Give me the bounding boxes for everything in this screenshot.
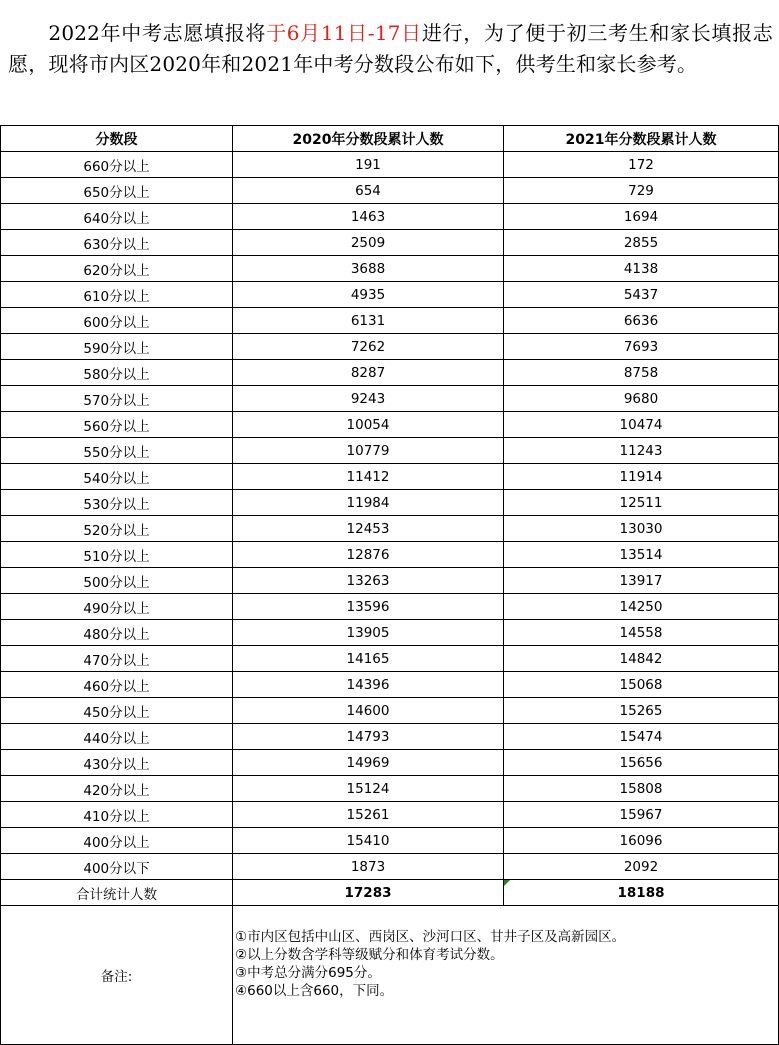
score-range-cell: 410分以上 <box>1 802 233 828</box>
count-2021-cell: 14250 <box>504 594 779 620</box>
table-row <box>1 542 779 568</box>
count-2020-cell: 15124 <box>233 776 504 802</box>
total-row <box>1 880 779 906</box>
score-range-cell: 660分以上 <box>1 152 233 178</box>
count-2021-cell: 729 <box>504 178 779 204</box>
score-range-cell: 530分以上 <box>1 490 233 516</box>
score-range-cell: 640分以上 <box>1 204 233 230</box>
count-2021-cell: 172 <box>504 152 779 178</box>
score-range-cell: 430分以上 <box>1 750 233 776</box>
intro-text-before: 2022年中考志愿填报将 <box>48 21 267 45</box>
count-2021-cell: 8758 <box>504 360 779 386</box>
count-2021-cell: 7693 <box>504 334 779 360</box>
score-distribution-table <box>0 125 779 1045</box>
count-2021-cell: 14842 <box>504 646 779 672</box>
total-2021-cell: 18188 <box>504 880 779 906</box>
count-2020-cell: 14165 <box>233 646 504 672</box>
header-2021-cumulative: 2021年分数段累计人数 <box>504 126 779 152</box>
count-2021-cell: 15265 <box>504 698 779 724</box>
table-row <box>1 724 779 750</box>
table-row <box>1 256 779 282</box>
count-2020-cell: 1463 <box>233 204 504 230</box>
table-row <box>1 386 779 412</box>
count-2020-cell: 11984 <box>233 490 504 516</box>
score-range-cell: 650分以上 <box>1 178 233 204</box>
note-item: ①市内区包括中山区、西岗区、沙河口区、甘井子区及高新园区。 <box>235 929 626 945</box>
score-range-cell: 400分以上 <box>1 828 233 854</box>
count-2021-cell: 10474 <box>504 412 779 438</box>
count-2020-cell: 15410 <box>233 828 504 854</box>
intro-paragraph <box>0 0 779 125</box>
table-row <box>1 568 779 594</box>
count-2021-cell: 15068 <box>504 672 779 698</box>
count-2020-cell: 13596 <box>233 594 504 620</box>
table-row <box>1 594 779 620</box>
table-row <box>1 646 779 672</box>
score-range-cell: 560分以上 <box>1 412 233 438</box>
count-2020-cell: 7262 <box>233 334 504 360</box>
count-2020-cell: 6131 <box>233 308 504 334</box>
count-2020-cell: 10779 <box>233 438 504 464</box>
count-2020-cell: 14600 <box>233 698 504 724</box>
table-row <box>1 698 779 724</box>
table-row <box>1 802 779 828</box>
note-item: ④660以上含660，下同。 <box>235 983 394 999</box>
table-row <box>1 750 779 776</box>
table-row <box>1 490 779 516</box>
count-2021-cell: 15474 <box>504 724 779 750</box>
count-2020-cell: 11412 <box>233 464 504 490</box>
count-2020-cell: 8287 <box>233 360 504 386</box>
notes-body <box>233 906 779 1045</box>
score-range-cell: 600分以上 <box>1 308 233 334</box>
score-range-cell: 540分以上 <box>1 464 233 490</box>
total-2020-cell: 17283 <box>233 880 504 906</box>
count-2020-cell: 15261 <box>233 802 504 828</box>
table-row <box>1 620 779 646</box>
score-range-cell: 400分以下 <box>1 854 233 880</box>
count-2020-cell: 2509 <box>233 230 504 256</box>
table-row <box>1 464 779 490</box>
count-2021-cell: 9680 <box>504 386 779 412</box>
count-2021-cell: 14558 <box>504 620 779 646</box>
count-2020-cell: 654 <box>233 178 504 204</box>
count-2020-cell: 13263 <box>233 568 504 594</box>
count-2020-cell: 10054 <box>233 412 504 438</box>
table-row <box>1 308 779 334</box>
table-row <box>1 230 779 256</box>
table-row <box>1 178 779 204</box>
count-2020-cell: 14969 <box>233 750 504 776</box>
table-row <box>1 776 779 802</box>
score-range-cell: 470分以上 <box>1 646 233 672</box>
count-2021-cell: 13514 <box>504 542 779 568</box>
table-row <box>1 438 779 464</box>
count-2021-cell: 12511 <box>504 490 779 516</box>
table-row <box>1 282 779 308</box>
score-range-cell: 500分以上 <box>1 568 233 594</box>
score-range-cell: 590分以上 <box>1 334 233 360</box>
count-2021-cell: 16096 <box>504 828 779 854</box>
score-range-cell: 490分以上 <box>1 594 233 620</box>
table-row <box>1 152 779 178</box>
table-row <box>1 360 779 386</box>
table-row <box>1 334 779 360</box>
count-2021-cell: 4138 <box>504 256 779 282</box>
table-row <box>1 672 779 698</box>
count-2020-cell: 4935 <box>233 282 504 308</box>
count-2021-cell: 2092 <box>504 854 779 880</box>
count-2021-cell: 11914 <box>504 464 779 490</box>
count-2021-cell: 6636 <box>504 308 779 334</box>
note-item: ②以上分数含学科等级赋分和体育考试分数。 <box>235 947 504 963</box>
score-range-cell: 570分以上 <box>1 386 233 412</box>
count-2021-cell: 5437 <box>504 282 779 308</box>
score-range-cell: 610分以上 <box>1 282 233 308</box>
score-range-cell: 420分以上 <box>1 776 233 802</box>
table-row <box>1 516 779 542</box>
table-row <box>1 412 779 438</box>
total-label-cell: 合计统计人数 <box>1 880 233 906</box>
score-range-cell: 450分以上 <box>1 698 233 724</box>
score-range-cell: 460分以上 <box>1 672 233 698</box>
count-2021-cell: 15967 <box>504 802 779 828</box>
count-2020-cell: 191 <box>233 152 504 178</box>
score-range-cell: 630分以上 <box>1 230 233 256</box>
intro-text-after: 进行，为了便于初三考生和家长填报志愿，现将市内区2020年和2021年中考分数段公布如下，供考生和家长参考。 <box>8 21 773 76</box>
notes-row <box>1 906 779 1045</box>
count-2021-cell: 13030 <box>504 516 779 542</box>
score-range-cell: 520分以上 <box>1 516 233 542</box>
count-2020-cell: 14793 <box>233 724 504 750</box>
table-row <box>1 828 779 854</box>
count-2021-cell: 13917 <box>504 568 779 594</box>
score-range-cell: 550分以上 <box>1 438 233 464</box>
count-2021-cell: 2855 <box>504 230 779 256</box>
table-header-row <box>1 126 779 152</box>
score-range-cell: 480分以上 <box>1 620 233 646</box>
count-2020-cell: 9243 <box>233 386 504 412</box>
count-2021-cell: 1694 <box>504 204 779 230</box>
count-2020-cell: 12453 <box>233 516 504 542</box>
notes-label: 备注: <box>1 906 233 1045</box>
count-2020-cell: 3688 <box>233 256 504 282</box>
score-range-cell: 510分以上 <box>1 542 233 568</box>
header-2020-cumulative: 2020年分数段累计人数 <box>233 126 504 152</box>
score-range-cell: 580分以上 <box>1 360 233 386</box>
count-2020-cell: 14396 <box>233 672 504 698</box>
table-row <box>1 854 779 880</box>
count-2021-cell: 15656 <box>504 750 779 776</box>
table-row <box>1 204 779 230</box>
count-2020-cell: 12876 <box>233 542 504 568</box>
intro-date-highlight: 于6月11日-17日 <box>266 21 422 45</box>
count-2020-cell: 13905 <box>233 620 504 646</box>
note-item: ③中考总分满分695分。 <box>235 965 381 981</box>
header-score-range: 分数段 <box>1 126 233 152</box>
count-2021-cell: 15808 <box>504 776 779 802</box>
score-range-cell: 620分以上 <box>1 256 233 282</box>
count-2020-cell: 1873 <box>233 854 504 880</box>
score-range-cell: 440分以上 <box>1 724 233 750</box>
count-2021-cell: 11243 <box>504 438 779 464</box>
